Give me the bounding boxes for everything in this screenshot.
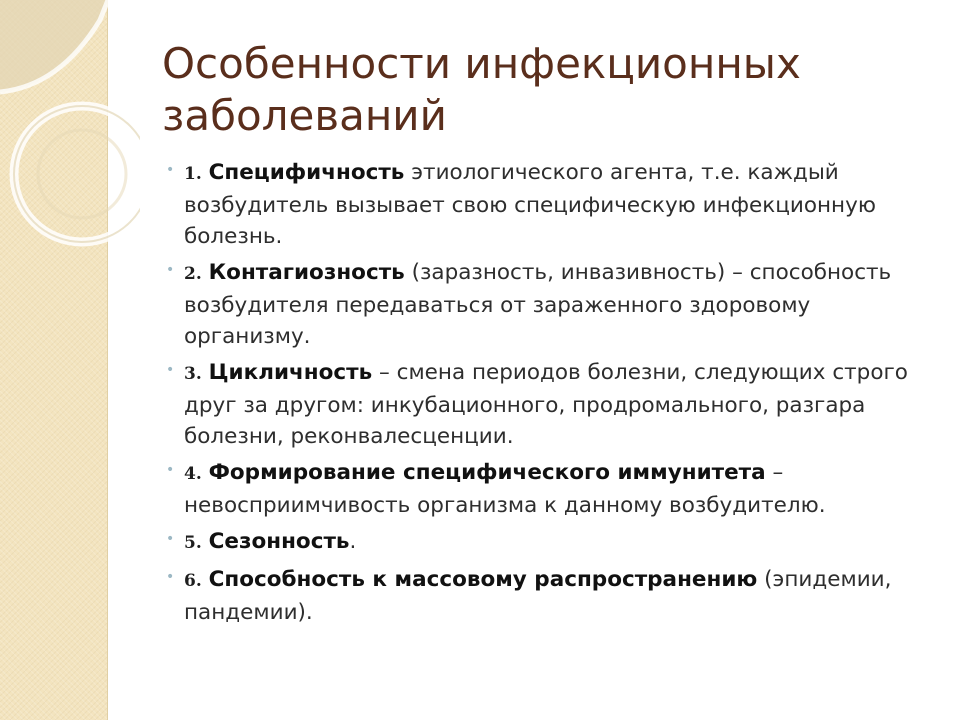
ring-decoration-icon: [0, 0, 140, 260]
item-text: (эпидемии, пандемии).: [184, 567, 892, 625]
list-item: [166, 257, 941, 352]
bullet-dot-icon: •: [166, 362, 175, 378]
list-item: [166, 157, 941, 252]
item-term: Формирование специфического иммунитета: [208, 460, 766, 485]
bullet-dot-icon: •: [166, 462, 175, 478]
item-number: 2.: [184, 264, 202, 284]
item-number: 4.: [184, 464, 202, 484]
bullet-list: [166, 157, 941, 633]
bullet-dot-icon: •: [166, 162, 175, 178]
list-item: [166, 357, 941, 452]
list-item: [166, 457, 941, 521]
item-text: .: [349, 529, 357, 554]
bullet-dot-icon: •: [166, 262, 175, 278]
item-term: Специфичность: [208, 160, 405, 185]
bullet-dot-icon: •: [166, 531, 175, 547]
item-number: 3.: [184, 364, 202, 384]
item-text: этиологического агента, т.е. каждый возбудитель вызывает свою специфическую инфекционную болезнь.: [184, 160, 876, 249]
list-item: [166, 526, 941, 559]
item-number: 5.: [184, 533, 202, 553]
item-term: Сезонность: [208, 529, 350, 554]
slide-title: Особенности инфекционных заболеваний: [162, 39, 801, 140]
item-text: (заразность, инвазивность) – способность возбудителя передаваться от зараженного здоровому организму.: [184, 260, 892, 349]
bullet-dot-icon: •: [166, 569, 175, 585]
item-term: Способность к массовому распространению: [208, 567, 758, 592]
item-term: Цикличность: [208, 360, 373, 385]
item-text: – смена периодов болезни, следующих строго друг за другом: инкубационного, продромального, разгара болезни, реконвалесценции.: [184, 360, 908, 449]
item-number: 1.: [184, 164, 202, 184]
item-number: 6.: [184, 571, 202, 591]
item-term: Контагиозность: [208, 260, 405, 285]
item-text: – невосприимчивость организма к данному возбудителю.: [184, 460, 826, 518]
list-item: [166, 564, 941, 628]
